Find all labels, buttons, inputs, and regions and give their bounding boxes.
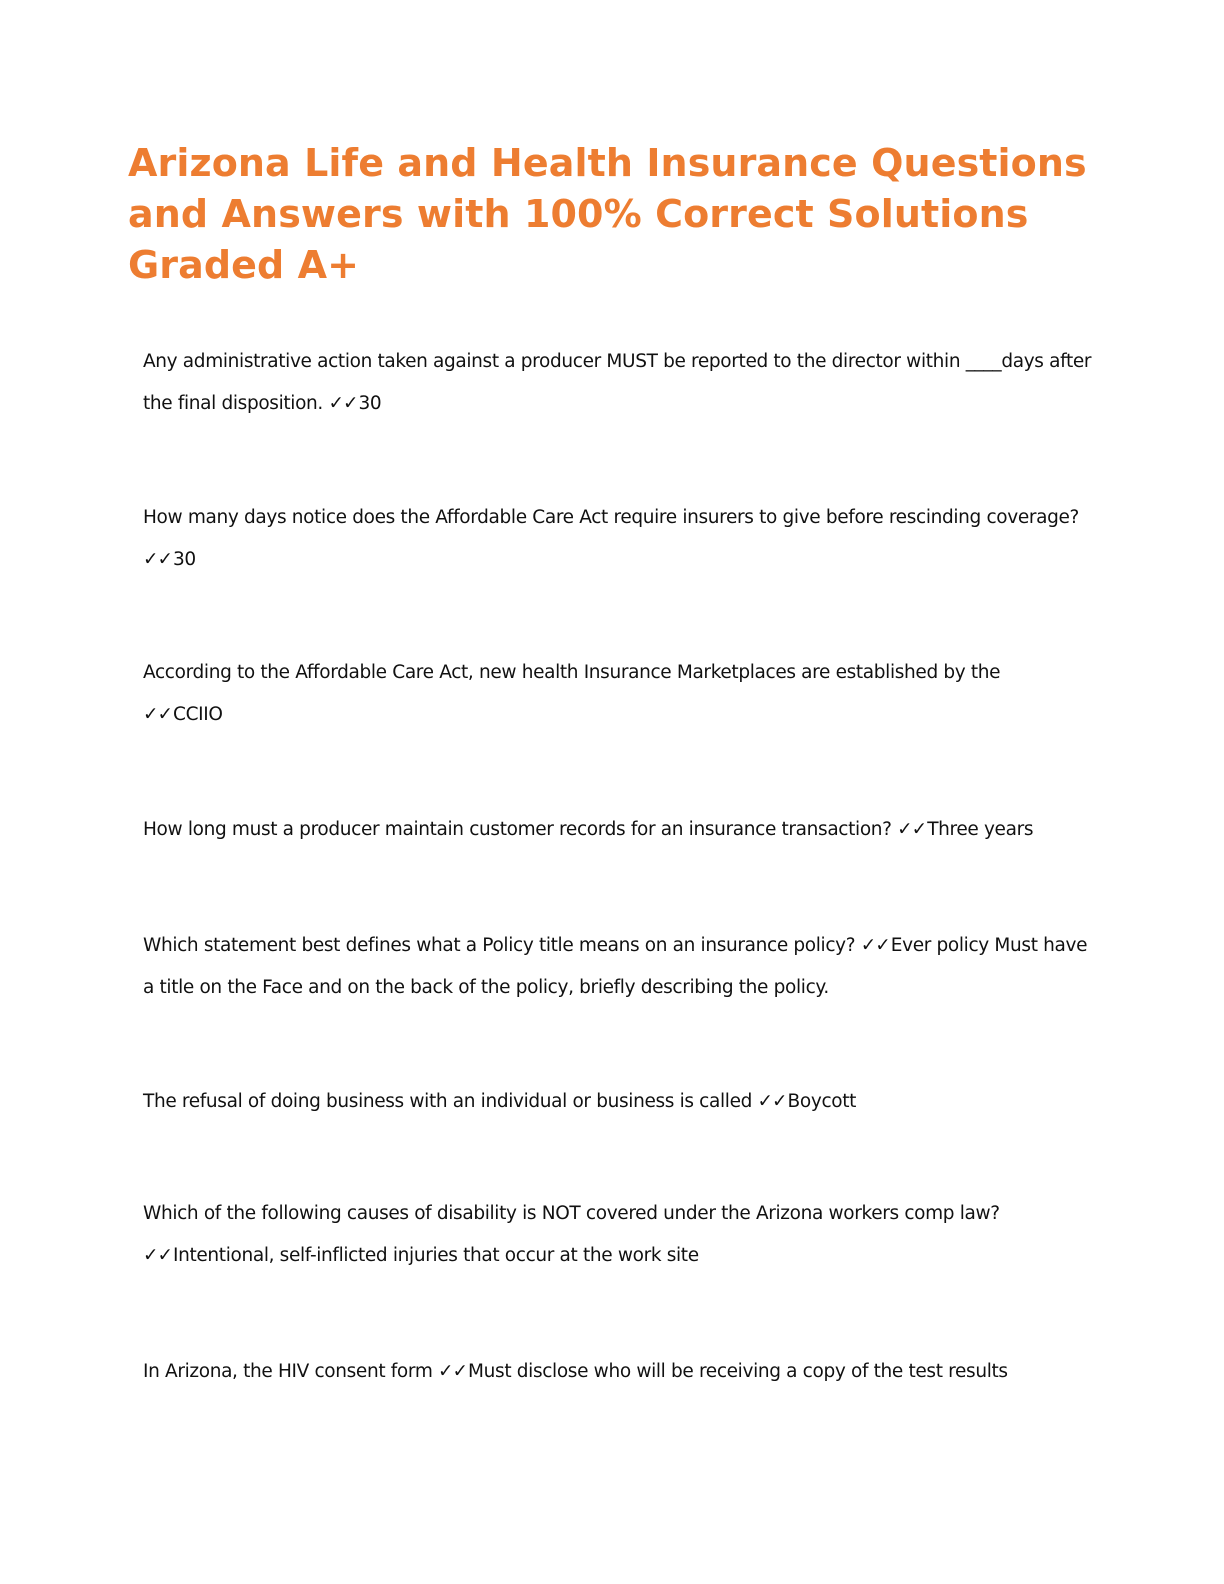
qa-item-8 [143,1351,1093,1393]
question-text: The refusal of doing business with an individual or business is called [143,1091,758,1112]
double-check-icon: ✓✓ [897,819,927,840]
answer-text: Three years [927,819,1034,840]
qa-item-2 [143,497,1093,581]
answer-text: CCIIO [173,704,223,725]
double-check-icon: ✓✓ [143,704,173,725]
double-check-icon: ✓✓ [757,1091,787,1112]
qa-item-1 [143,341,1093,425]
answer-text: 30 [358,393,382,414]
document-title: Arizona Life and Health Insurance Questions and Answers with 100% Correct Solutions Graded A+ [128,141,1087,287]
question-text: Which statement best defines what a Policy title means on an insurance policy? [143,935,861,956]
double-check-icon: ✓✓ [143,549,173,570]
qa-item-3 [143,652,1093,736]
question-text: Which of the following causes of disability is NOT covered under the Arizona workers comp law? [143,1203,1000,1224]
answer-text: Intentional, self-inflicted injuries that occur at the work site [173,1245,699,1266]
qa-item-5 [143,925,1093,1009]
question-text: How many days notice does the Affordable Care Act require insurers to give before rescinding coverage? [143,507,1080,528]
qa-item-7 [143,1193,1093,1277]
double-check-icon: ✓✓ [143,1245,173,1266]
question-text: According to the Affordable Care Act, new health Insurance Marketplaces are established by the [143,662,1001,683]
qa-item-4 [143,809,1093,851]
answer-text: Ever policy Must have a title on the Face and on the back of the policy, briefly describing the policy. [143,935,1088,998]
question-text: How long must a producer maintain customer records for an insurance transaction? [143,819,898,840]
answer-text: Boycott [787,1091,857,1112]
question-text: In Arizona, the HIV consent form [143,1361,439,1382]
answer-text: Must disclose who will be receiving a copy of the test results [468,1361,1008,1382]
double-check-icon: ✓✓ [438,1361,468,1382]
qa-item-6 [143,1081,1093,1123]
answer-text: 30 [173,549,196,570]
double-check-icon: ✓✓ [860,935,890,956]
question-text: Any administrative action taken against a producer MUST be reported to the director within ____days after the final disposition. [143,351,1092,414]
double-check-icon: ✓✓ [328,393,358,414]
